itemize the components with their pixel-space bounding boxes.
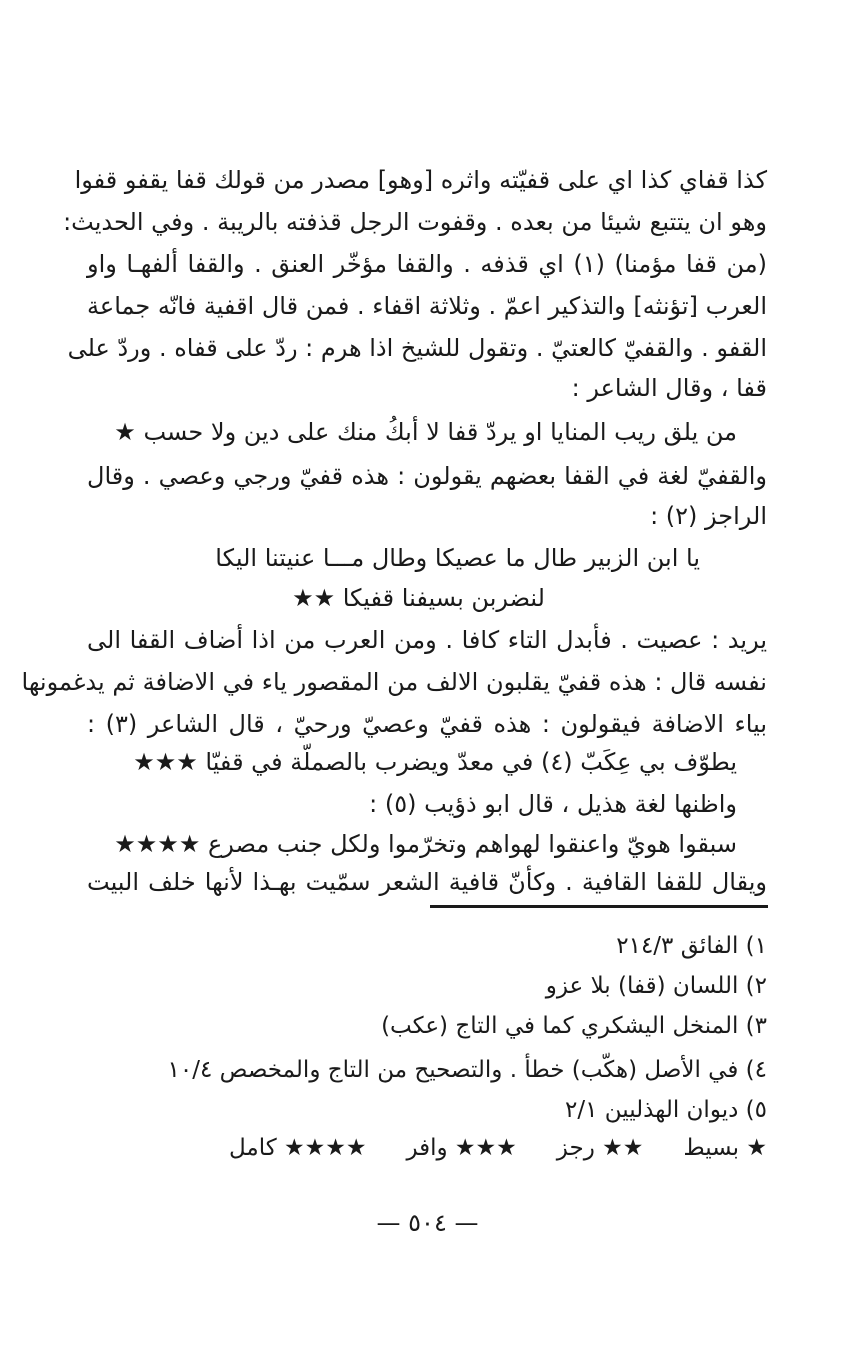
text-line: (من قفا مؤمنا) (١) اي قذفه . والقفا مؤخّر العنق . والقفا ألفهـا واو: [87, 250, 767, 278]
verse-line: من يلق ريب المنايا او يردّ قفا لا أبكُ منك على دين ولا حسب ★: [114, 418, 737, 446]
verse-line: يا ابن الزبير طال ما عصيكا وطال مـــا عنيتنا اليكا: [215, 544, 700, 572]
meter-label: ★★★ وافر: [406, 1135, 517, 1161]
verse-line: يطوّف بي عِكَبّ (٤) في معدّ ويضرب بالصملّة في قفيّا ★★★: [133, 748, 737, 776]
footnote-separator: [430, 905, 768, 908]
text-line: الراجز (٢) :: [650, 502, 767, 530]
text-line: العرب [تؤنثه] والتذكير اعمّ . وثلاثة اقفاء . فمن قال اقفية فانّه جماعة: [87, 292, 767, 320]
text-line: يريد : عصيت . فأبدل التاء كافا . ومن العرب من اذا أضاف القفا الى: [87, 626, 767, 654]
footnote: ٢) اللسان (قفا) بلا عزو: [545, 973, 767, 999]
footnote: ٣) المنخل اليشكري كما في التاج (عكب): [381, 1013, 767, 1039]
verse-line: سبقوا هويّ واعنقوا لهواهم وتخرّموا ولكل جنب مصرع ★★★★: [114, 830, 737, 858]
text-line: واظنها لغة هذيل ، قال ابو ذؤيب (٥) :: [369, 790, 737, 818]
meter-legend: [229, 1130, 767, 1166]
footnote: ١) الفائق ٢١٤/٣: [616, 933, 767, 959]
page-number: — ٥٠٤ —: [376, 1209, 479, 1237]
footnote: ٤) في الأصل (هكّب) خطأ . والتصحيح من التاج والمخصص ١٠/٤: [167, 1057, 767, 1083]
meter-label: ★★★★ كامل: [228, 1135, 367, 1161]
meter-label: ★★ رجز: [556, 1135, 644, 1161]
text-line: بياء الاضافة فيقولون : هذه قفيّ وعصيّ ورحيّ ، قال الشاعر (٣) :: [87, 710, 768, 738]
footnote: ٥) ديوان الهذليين ٢/١: [564, 1097, 767, 1123]
text-line: قفا ، وقال الشاعر :: [571, 374, 767, 402]
text-line: والقفيّ لغة في القفا بعضهم يقولون : هذه قفيّ ورجي وعصي . وقال: [87, 462, 767, 490]
text-line: ويقال للقفا القافية . وكأنّ قافية الشعر سمّيت بهـذا لأنها خلف البيت: [87, 868, 767, 896]
text-line: كذا قفاي كذا اي على قفيّته واثره [وهو] مصدر من قولك قفا يقفو قفوا: [74, 166, 767, 194]
meter-label: ★ بسيط: [683, 1135, 767, 1161]
text-line: القفو . والقفيّ كالعتيّ . وتقول للشيخ اذا هرم : ردّ على قفاه . وردّ على: [67, 334, 767, 362]
text-line: نفسه قال : هذه قفيّ يقلبون الالف من المقصور ياء في الاضافة ثم يدغمونها: [21, 668, 767, 696]
text-line: وهو ان يتتبع شيئا من بعده . وقفوت الرجل قذفته بالريبة . وفي الحديث:: [63, 208, 767, 236]
verse-line: لنضربن بسيفنا قفيكا ★★: [292, 584, 545, 612]
